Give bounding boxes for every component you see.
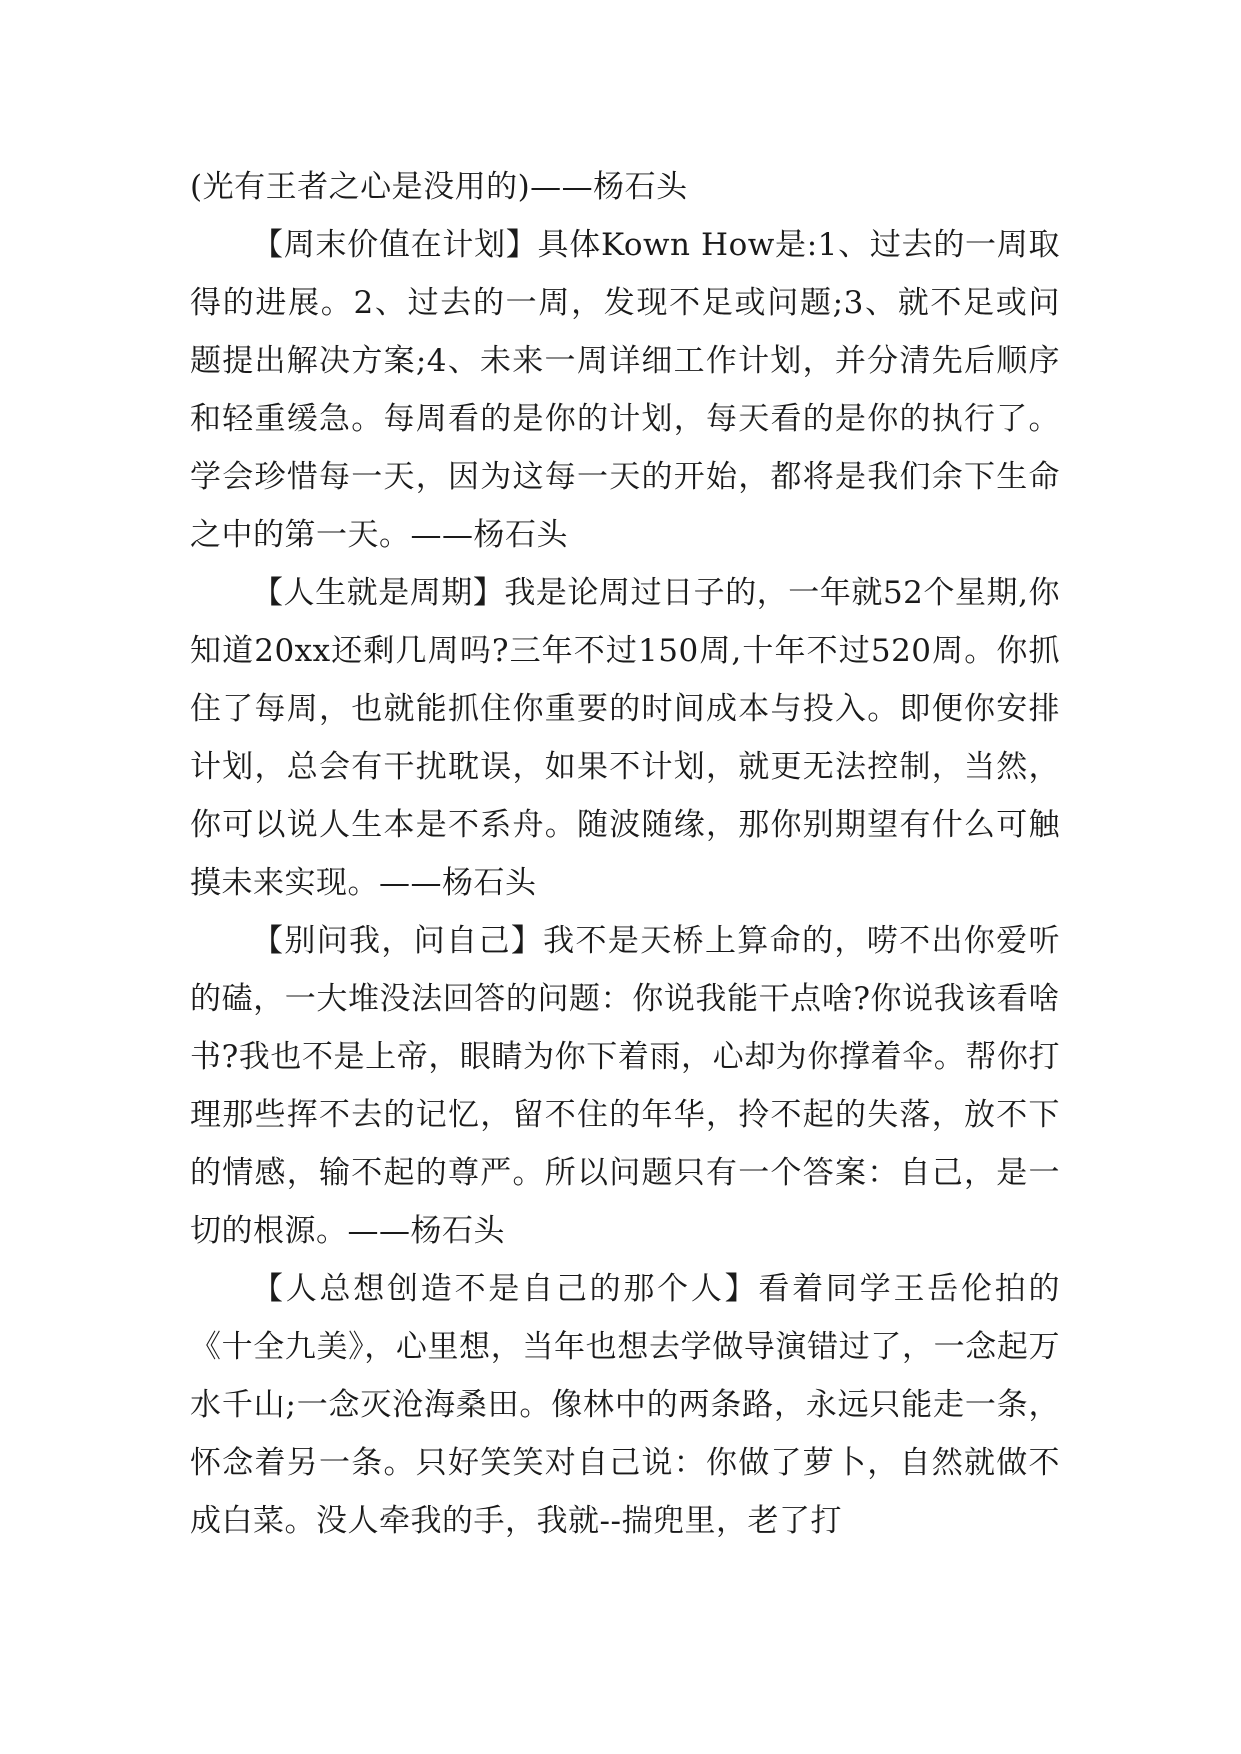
paragraph-another-self: 【人总想创造不是自己的那个人】看着同学王岳伦拍的《十全九美》，心里想，当年也想去学做导演错过了，一念起万水千山;一念灭沧海桑田。像林中的两条路，永远只能走一条，怀念着另一条。只好笑笑对自己说：你做了萝卜，自然就做不成白菜。没人牵我的手，我就--揣兜里，老了打	[190, 1271, 1060, 1539]
paragraph-life-cycle: 【人生就是周期】我是论周过日子的，一年就52个星期,你知道20xx还剩几周吗?三年不过150周,十年不过520周。你抓住了每周，也就能抓住你重要的时间成本与投入。即便你安排计划，总会有干扰耽误，如果不计划，就更无法控制，当然，你可以说人生本是不系舟。随波随缘，那你别期望有什么可触摸未来实现。——杨石头	[190, 575, 1060, 901]
paragraph-closing-quote: (光有王者之心是没用的)——杨石头	[190, 169, 688, 205]
paragraph-weekend-plan: 【周末价值在计划】具体Kown How是:1、过去的一周取得的进展。2、过去的一周，发现不足或问题;3、就不足或问题提出解决方案;4、未来一周详细工作计划，并分清先后顺序和轻重缓急。每周看的是你的计划，每天看的是你的执行了。学会珍惜每一天，因为这每一天的开始，都将是我们余下生命之中的第一天。——杨石头	[190, 227, 1060, 553]
document-body	[190, 158, 1060, 1550]
paragraph-ask-yourself: 【别问我，问自己】我不是天桥上算命的，唠不出你爱听的磕，一大堆没法回答的问题：你说我能干点啥?你说我该看啥书?我也不是上帝，眼睛为你下着雨，心却为你撑着伞。帮你打理那些挥不去的记忆，留不住的年华，拎不起的失落，放不下的情感，输不起的尊严。所以问题只有一个答案：自己，是一切的根源。——杨石头	[190, 923, 1060, 1249]
